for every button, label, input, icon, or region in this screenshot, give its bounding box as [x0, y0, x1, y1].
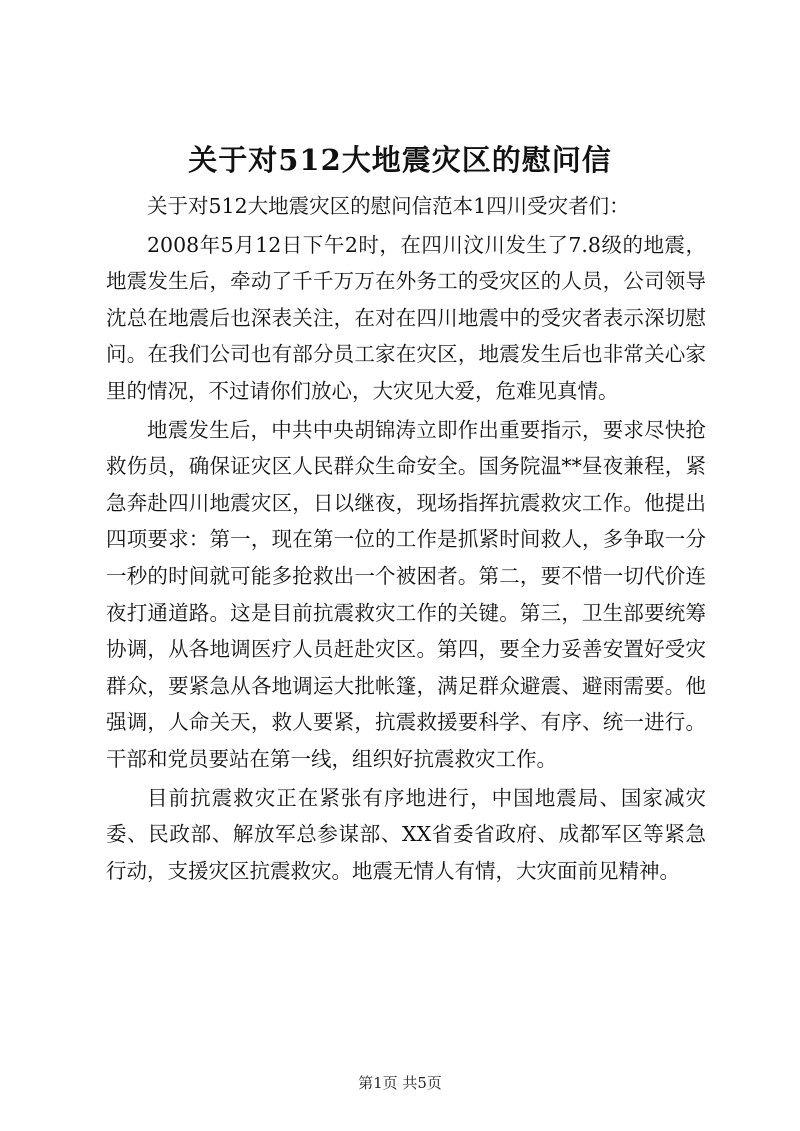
page-number-footer: 第1页 共5页: [358, 1074, 442, 1092]
paragraph-salutation: 关于对512大地震灾区的慰问信范本1四川受灾者们：: [147, 194, 630, 218]
paragraph-relief-efforts: 目前抗震救灾正在紧张有序地进行，中国地震局、国家减灾委、民政部、解放军总参谋部、XX省委省政府、成都军区等紧急行动，支援灾区抗震救灾。地震无情人有情，大灾面前见精神。: [106, 785, 706, 883]
document-title: 关于对512大地震灾区的慰问信: [188, 143, 612, 177]
paragraph-government-response: 地震发生后，中共中央胡锦涛立即作出重要指示，要求尽快抢救伤员，确保证灾区人民群众生命安全。国务院温**昼夜兼程，紧急奔赴四川地震灾区，日以继夜，现场指挥抗震救灾工作。他提出四项要求：第一，现在第一位的工作是抓紧时间救人，多争取一分一秒的时间就可能多抢救出一个被困者。第二，要不惜一切代价连夜打通道路。这是目前抗震救灾工作的关键。第三，卫生部要统筹协调，从各地调医疗人员赶赴灾区。第四，要全力妥善安置好受灾群众，要紧急从各地调运大批帐篷，满足群众避震、避雨需要。他强调，人命关天，救人要紧，抗震救援要科学、有序、统一进行。干部和党员要站在第一线，组织好抗震救灾工作。: [106, 417, 706, 771]
document-body: [106, 188, 706, 891]
paragraph-earthquake-event: 2008年5月12日下午2时，在四川汶川发生了7.8级的地震，地震发生后，牵动了千千万万在外务工的受灾区的人员，公司领导沈总在地震后也深表关注，在对在四川地震中的受灾者表示深切慰问。在我们公司也有部分员工家在灾区，地震发生后也非常关心家里的情况，不过请你们放心，大灾见大爱，危难见真情。: [106, 232, 706, 403]
